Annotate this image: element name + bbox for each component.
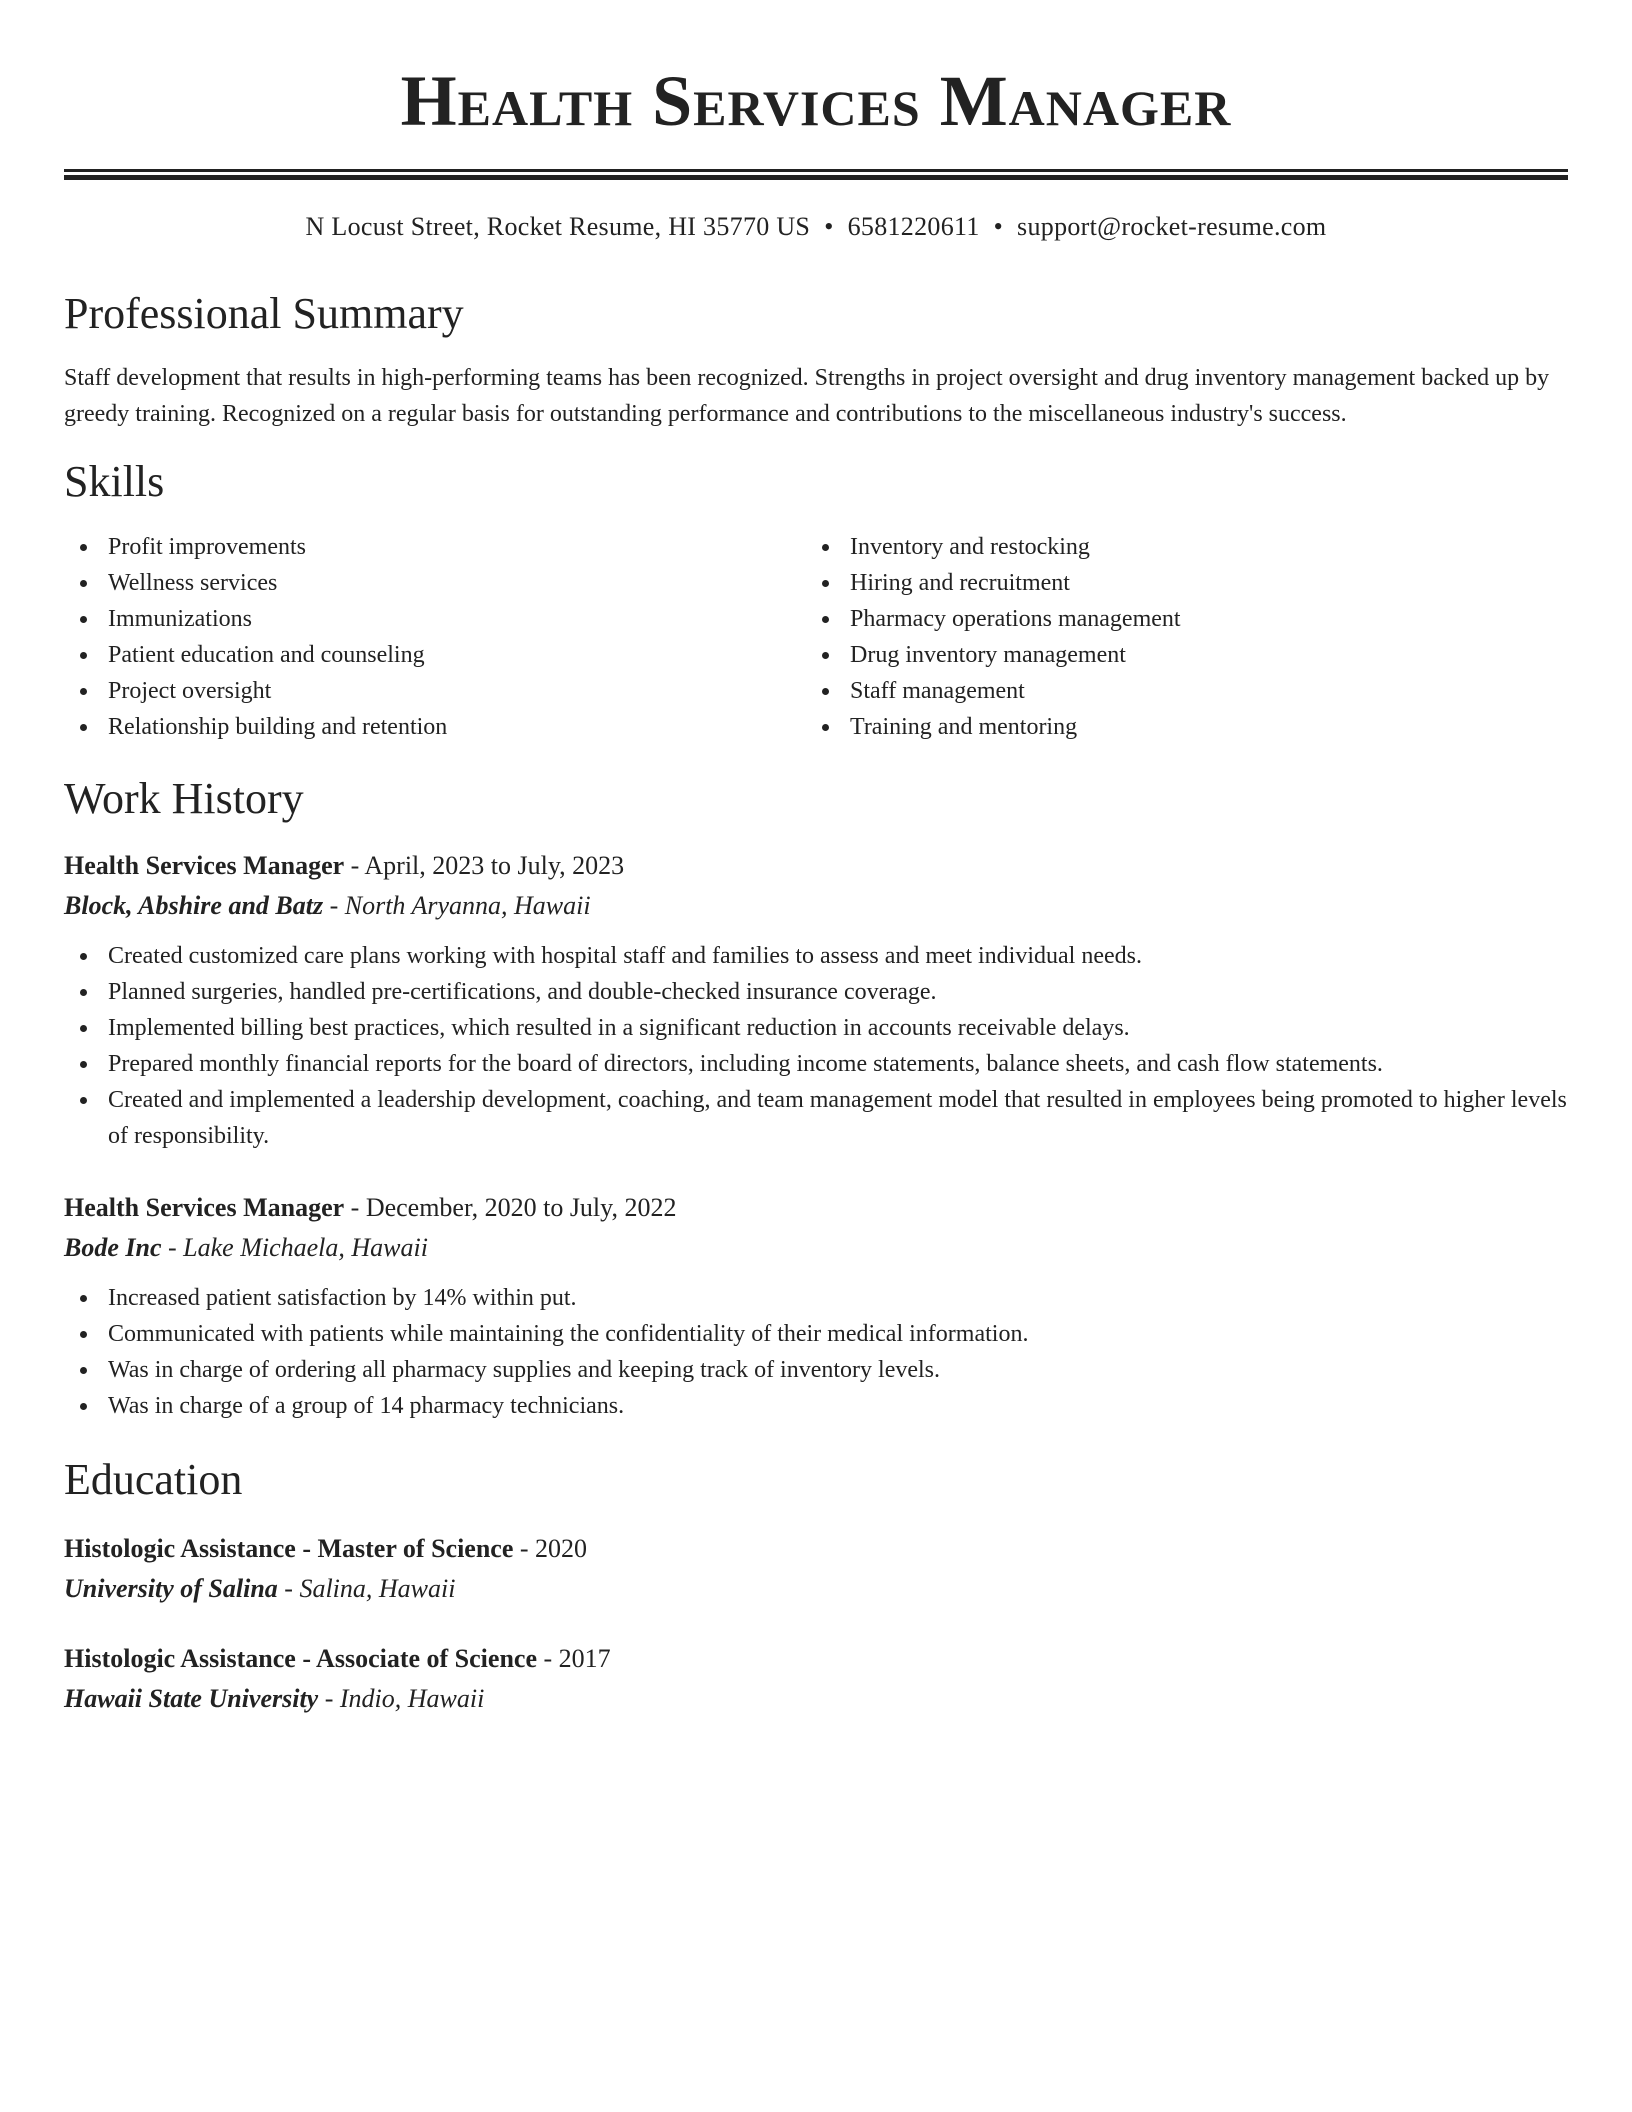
degree-year: - 2017 bbox=[537, 1643, 611, 1673]
job-bullet: Created and implemented a leadership development, coaching, and team management model that resulted in employees being promoted to higher levels of responsibility. bbox=[108, 1082, 1568, 1154]
job-location: - North Aryanna, Hawaii bbox=[323, 890, 591, 920]
contact-address: N Locust Street, Rocket Resume, HI 35770 US bbox=[305, 211, 811, 241]
job-company: Bode Inc bbox=[64, 1232, 162, 1262]
contact-separator: • bbox=[993, 211, 1004, 241]
skill-item: Pharmacy operations management bbox=[850, 601, 1548, 637]
skills-list-left bbox=[64, 529, 806, 745]
title-double-rule bbox=[64, 169, 1568, 180]
skills-list-right bbox=[806, 529, 1548, 745]
job-title-line bbox=[64, 846, 1568, 886]
skill-item: Training and mentoring bbox=[850, 709, 1548, 745]
contact-email: support@rocket-resume.com bbox=[1017, 211, 1327, 241]
school-name: Hawaii State University bbox=[64, 1683, 319, 1713]
job-bullet: Created customized care plans working with hospital staff and families to assess and meet individual needs. bbox=[108, 938, 1568, 974]
contact-phone: 6581220611 bbox=[847, 211, 980, 241]
skill-item: Wellness services bbox=[108, 565, 806, 601]
job-title-line bbox=[64, 1188, 1568, 1228]
resume-title: Health Services Manager bbox=[400, 61, 1232, 141]
job-bullets bbox=[64, 938, 1568, 1154]
job-entry bbox=[64, 1188, 1568, 1424]
job-bullet: Implemented billing best practices, which resulted in a significant reduction in accounts receivable delays. bbox=[108, 1010, 1568, 1046]
job-bullet: Was in charge of a group of 14 pharmacy technicians. bbox=[108, 1388, 1568, 1424]
school-line bbox=[64, 1679, 1568, 1719]
school-location: - Indio, Hawaii bbox=[318, 1683, 485, 1713]
job-title: Health Services Manager bbox=[64, 1192, 345, 1222]
skill-item: Drug inventory management bbox=[850, 637, 1548, 673]
skills-grid bbox=[64, 529, 1568, 745]
degree-name: Histologic Assistance - Master of Science bbox=[64, 1533, 514, 1563]
job-bullet: Prepared monthly financial reports for the board of directors, including income statements, balance sheets, and cash flow statements. bbox=[108, 1046, 1568, 1082]
summary-heading: Professional Summary bbox=[64, 288, 464, 338]
degree-year: - 2020 bbox=[513, 1533, 588, 1563]
degree-line bbox=[64, 1529, 1568, 1569]
skills-heading: Skills bbox=[64, 457, 165, 507]
school-name: University of Salina bbox=[64, 1573, 278, 1603]
degree-name: Histologic Assistance - Associate of Science bbox=[64, 1643, 537, 1673]
job-company-line bbox=[64, 886, 1568, 926]
school-location: - Salina, Hawaii bbox=[277, 1573, 456, 1603]
job-bullet: Communicated with patients while maintaining the confidentiality of their medical information. bbox=[108, 1316, 1568, 1352]
skill-item: Relationship building and retention bbox=[108, 709, 806, 745]
skill-item: Profit improvements bbox=[108, 529, 806, 565]
skill-item: Patient education and counseling bbox=[108, 637, 806, 673]
job-dates: - April, 2023 to July, 2023 bbox=[344, 850, 625, 880]
contact-line bbox=[64, 210, 1568, 244]
skill-item: Staff management bbox=[850, 673, 1548, 709]
contact-separator: • bbox=[824, 211, 834, 241]
skill-item: Inventory and restocking bbox=[850, 529, 1548, 565]
skill-item: Project oversight bbox=[108, 673, 806, 709]
education-entry bbox=[64, 1529, 1568, 1609]
job-dates: - December, 2020 to July, 2022 bbox=[344, 1192, 677, 1222]
skill-item: Immunizations bbox=[108, 601, 806, 637]
job-entry bbox=[64, 846, 1568, 1154]
education-heading: Education bbox=[64, 1454, 243, 1504]
skill-item: Hiring and recruitment bbox=[850, 565, 1548, 601]
job-location: - Lake Michaela, Hawaii bbox=[161, 1232, 428, 1262]
work-history-heading: Work History bbox=[64, 774, 304, 824]
job-company-line bbox=[64, 1228, 1568, 1268]
job-bullet: Increased patient satisfaction by 14% within put. bbox=[108, 1280, 1568, 1316]
school-line bbox=[64, 1569, 1568, 1609]
job-bullet: Planned surgeries, handled pre-certifications, and double-checked insurance coverage. bbox=[108, 974, 1568, 1010]
summary-text: Staff development that results in high-performing teams has been recognized. Strengths in project oversight and drug inventory management backed up by greedy training. Recognized on a regular basis for outstanding performance and contributions to the miscellaneous industry's success. bbox=[64, 365, 1550, 428]
job-title: Health Services Manager bbox=[64, 850, 345, 880]
job-bullets bbox=[64, 1280, 1568, 1424]
education-entry bbox=[64, 1639, 1568, 1719]
job-company: Block, Abshire and Batz bbox=[64, 890, 324, 920]
job-bullet: Was in charge of ordering all pharmacy supplies and keeping track of inventory levels. bbox=[108, 1352, 1568, 1388]
degree-line bbox=[64, 1639, 1568, 1679]
